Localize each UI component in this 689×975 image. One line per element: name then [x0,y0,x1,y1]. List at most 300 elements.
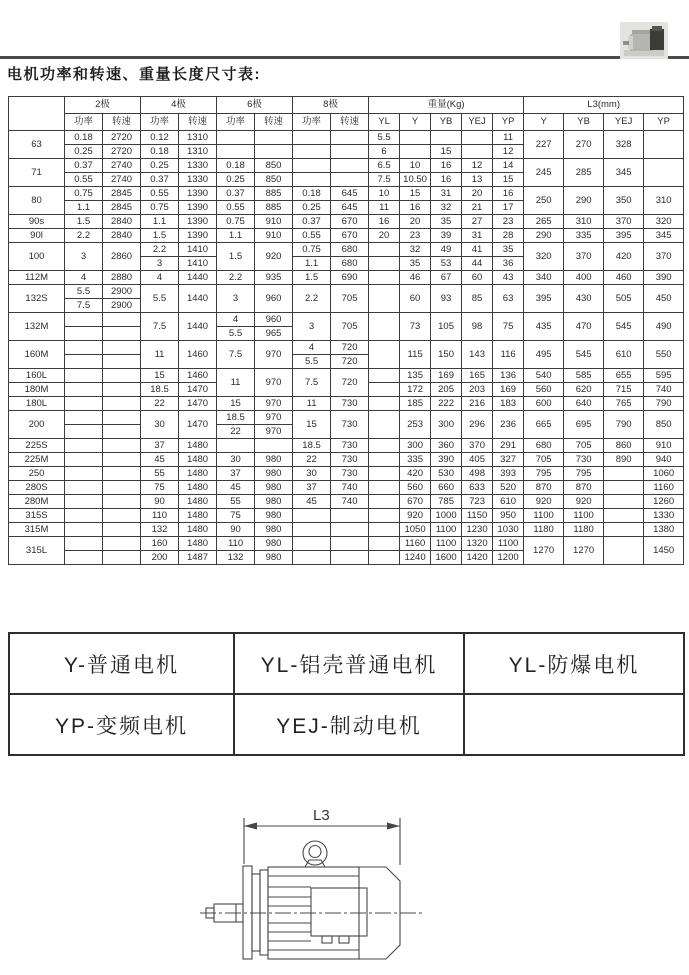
table-cell: 395 [524,285,564,313]
table-cell-empty [103,327,141,341]
table-cell: 1480 [179,439,217,453]
table-cell: 940 [644,453,684,467]
table-cell: 0.75 [293,243,331,257]
dimension-extension-lines [244,818,400,865]
table-row [9,243,684,257]
table-cell: 495 [524,341,564,369]
table-cell-empty [103,425,141,439]
table-cell: 3 [141,257,179,271]
table-cell: 1030 [493,523,524,537]
table-cell: 3 [65,243,103,271]
table-cell: 49 [431,243,462,257]
table-cell: 1180 [564,523,604,537]
table-cell: 180L [9,397,65,411]
table-cell: 765 [604,397,644,411]
table-cell: 320 [524,243,564,271]
table-cell-empty [65,397,103,411]
table-cell: 15 [217,397,255,411]
table-cell: 1000 [431,509,462,523]
table-cell-empty [369,523,400,537]
table-cell: 2740 [103,173,141,187]
table-cell-empty [103,453,141,467]
table-cell-empty [331,145,369,159]
table-cell-empty [65,313,103,327]
table-cell: 980 [255,523,293,537]
table-cell: 12 [493,145,524,159]
table-cell: 0.75 [141,201,179,215]
table-row [9,187,684,201]
table-cell: 290 [564,187,604,215]
table-cell: 60 [462,271,493,285]
table-cell: 23 [400,229,431,243]
table-cell: 885 [255,201,293,215]
table-cell: YB [431,114,462,131]
table-row [9,131,684,145]
table-cell: 14 [493,159,524,173]
table-cell: 43 [493,271,524,285]
table-row [9,369,684,383]
table-cell: 245 [524,159,564,187]
table-cell: 225S [9,439,65,453]
table-cell-empty [255,439,293,453]
table-cell: 370 [462,439,493,453]
table-cell: 1470 [179,411,217,439]
table-cell: 160L [9,369,65,383]
table-cell-empty [369,411,400,439]
table-cell: 30 [293,467,331,481]
table-cell: 850 [255,173,293,187]
table-cell: 350 [604,187,644,215]
table-cell: 0.75 [217,215,255,229]
table-cell-empty [331,551,369,565]
table-cell-empty [462,131,493,145]
table-cell: 785 [431,495,462,509]
table-cell: 31 [431,187,462,201]
table-cell: 420 [604,243,644,271]
table-cell: 136 [493,369,524,383]
header-divider [0,56,689,59]
table-cell: 3 [217,285,255,313]
table-cell: 645 [331,201,369,215]
table-cell: 5.5 [217,327,255,341]
table-cell: 290 [524,229,564,243]
table-cell-empty [65,439,103,453]
table-cell: 730 [331,453,369,467]
table-cell: 310 [644,187,684,215]
table-cell: 143 [462,341,493,369]
table-cell: 5.5 [293,355,331,369]
table-cell: 730 [331,439,369,453]
table-cell: 1480 [179,509,217,523]
table-cell: 30 [217,453,255,467]
table-cell: 35 [400,257,431,271]
table-cell: 41 [462,243,493,257]
table-cell: 85 [462,285,493,313]
table-cell-empty [369,537,400,551]
table-cell: 310 [564,215,604,229]
table-cell: 970 [255,397,293,411]
table-cell-empty [293,523,331,537]
table-cell: 22 [141,397,179,411]
table-cell: 11 [369,201,400,215]
table-cell: 470 [564,313,604,341]
table-cell: 2.2 [217,271,255,285]
table-cell: 660 [431,481,462,495]
lifting-eye [303,841,327,867]
table-cell: 0.37 [293,215,331,229]
table-cell: 1330 [179,159,217,173]
table-cell-empty [464,694,684,755]
table-cell: 370 [604,215,644,229]
table-cell: 10 [400,159,431,173]
table-cell: 2740 [103,159,141,173]
table-cell: 460 [604,271,644,285]
table-cell: 498 [462,467,493,481]
table-cell-empty [369,509,400,523]
table-cell: 2840 [103,229,141,243]
table-cell: 670 [331,229,369,243]
table-cell: 530 [431,467,462,481]
table-cell: 60 [400,285,431,313]
table-cell-empty [65,551,103,565]
table-cell: 6 [369,145,400,159]
table-cell: 705 [564,439,604,453]
table-cell: 功率 [293,114,331,131]
table-cell: 920 [564,495,604,509]
table-cell: 970 [255,411,293,425]
table-cell: YEJ [462,114,493,131]
table-cell: 20 [369,229,400,243]
table-cell: 63 [9,131,65,159]
table-cell: 1380 [644,523,684,537]
table-cell: 11 [141,341,179,369]
table-cell: 1480 [179,467,217,481]
table-cell: 980 [255,551,293,565]
table-cell: 250 [524,187,564,215]
table-cell: 63 [493,285,524,313]
table-cell-empty [369,257,400,271]
table-row [9,313,684,327]
table-cell: 1480 [179,453,217,467]
table-cell: 595 [644,369,684,383]
table-cell-empty [644,159,684,187]
table-cell: 16 [369,215,400,229]
table-cell: 90 [217,523,255,537]
table-cell: 720 [331,341,369,355]
table-cell: 20 [400,215,431,229]
table-cell-empty [431,131,462,145]
table-cell-empty [331,173,369,187]
table-cell: 345 [604,159,644,187]
table-cell-empty [293,551,331,565]
table-cell: 0.18 [141,145,179,159]
table-cell-empty [65,327,103,341]
table-row [9,481,684,495]
table-cell: 935 [255,271,293,285]
table-cell: 39 [431,229,462,243]
table-cell-empty [369,453,400,467]
table-cell-empty [369,243,400,257]
table-cell: 2720 [103,131,141,145]
table-cell-empty [369,397,400,411]
table-cell-empty [369,551,400,565]
table-cell: 640 [564,397,604,411]
table-cell: 315S [9,509,65,523]
table-cell-empty [293,173,331,187]
table-cell-empty [65,453,103,467]
l3-dimension-line [244,807,400,830]
table-cell-empty [65,341,103,355]
table-cell-empty [217,131,255,145]
table-cell: 1230 [462,523,493,537]
table-cell: 910 [255,229,293,243]
table-cell-empty [293,509,331,523]
table-cell: 300 [431,411,462,439]
table-row [9,411,684,425]
table-cell: 5.5 [65,285,103,299]
table-cell: 4 [217,313,255,327]
table-cell-empty [331,131,369,145]
table-cell: 135 [400,369,431,383]
table-cell: 1050 [400,523,431,537]
table-cell: 15 [293,411,331,439]
table-cell: 645 [331,187,369,201]
table-cell: 340 [524,271,564,285]
table-cell-empty [369,341,400,369]
table-cell: 328 [604,131,644,159]
table-cell-empty [103,467,141,481]
table-cell: 18.5 [217,411,255,425]
table-row [9,537,684,551]
table-cell: 27 [462,215,493,229]
table-cell: 116 [493,341,524,369]
table-cell: 105 [431,313,462,341]
table-cell: 1390 [179,201,217,215]
table-cell: 296 [462,411,493,439]
table-row [9,159,684,173]
table-cell: 2.2 [293,285,331,313]
table-cell: 3 [293,313,331,341]
table-cell: 1100 [493,537,524,551]
table-cell: 395 [604,229,644,243]
table-cell: Y [524,114,564,131]
table-cell-empty [65,425,103,439]
table-cell-empty [103,411,141,425]
table-cell: 920 [524,495,564,509]
table-cell-empty [217,145,255,159]
table-cell: 390 [431,453,462,467]
table-row [9,285,684,299]
table-cell: 2.2 [65,229,103,243]
table-cell: 115 [400,341,431,369]
table-cell: 110 [217,537,255,551]
table-cell-empty [293,159,331,173]
table-cell: 1200 [493,551,524,565]
table-cell: 1100 [431,537,462,551]
table-cell: 23 [493,215,524,229]
table-cell: 1100 [564,509,604,523]
table-cell: 2880 [103,271,141,285]
table-cell-empty [65,523,103,537]
table-cell: 795 [524,467,564,481]
table-cell: 28 [493,229,524,243]
table-cell: 1440 [179,313,217,341]
table-cell-empty [103,383,141,397]
table-cell: 13 [462,173,493,187]
table-cell-empty [217,439,255,453]
table-cell: 15 [400,187,431,201]
table-cell: 705 [331,313,369,341]
table-cell: 4 [65,271,103,285]
table-cell: 560 [400,481,431,495]
table-cell: 45 [293,495,331,509]
table-cell: 7.5 [65,299,103,313]
table-cell: 1420 [462,551,493,565]
table-row [9,397,684,411]
table-cell: 335 [564,229,604,243]
table-cell: 405 [462,453,493,467]
table-cell: 740 [644,383,684,397]
table-cell: 490 [644,313,684,341]
table-cell: 1600 [431,551,462,565]
table-cell: 790 [644,397,684,411]
table-row [9,694,684,755]
table-row [9,495,684,509]
table-cell: 390 [644,271,684,285]
table-cell: 705 [331,285,369,313]
table-cell: 18.5 [293,439,331,453]
table-cell: 610 [493,495,524,509]
table-cell: 44 [462,257,493,271]
table-cell: 15 [493,173,524,187]
table-cell: 980 [255,481,293,495]
table-cell: 功率 [217,114,255,131]
table-cell: 740 [331,495,369,509]
table-cell: 1390 [179,229,217,243]
table-cell: 227 [524,131,564,159]
table-cell: 200 [141,551,179,565]
table-row [9,633,684,694]
table-row [9,509,684,523]
table-cell: 980 [255,537,293,551]
table-cell: 1.1 [65,201,103,215]
table-cell: 160 [141,537,179,551]
table-cell: 21 [462,201,493,215]
table-cell: 15 [431,145,462,159]
table-cell-empty [604,467,644,481]
table-cell-empty [103,537,141,551]
table-cell: 183 [493,397,524,411]
table-cell: 1160 [644,481,684,495]
table-cell: 360 [431,439,462,453]
table-cell: 169 [431,369,462,383]
table-cell: 90 [141,495,179,509]
table-cell: 0.25 [293,201,331,215]
table-cell: 165 [462,369,493,383]
table-cell: 53 [431,257,462,271]
table-cell: 55 [141,467,179,481]
table-cell: 205 [431,383,462,397]
table-cell: 37 [141,439,179,453]
table-cell: 910 [644,439,684,453]
table-cell: 265 [524,215,564,229]
table-cell: 7.5 [217,341,255,369]
table-cell: 180M [9,383,65,397]
table-cell: 2900 [103,299,141,313]
table-cell: 715 [604,383,644,397]
table-cell-empty [369,313,400,341]
table-cell: 0.25 [217,173,255,187]
table-cell-empty [400,131,431,145]
table-cell: 132M [9,313,65,341]
table-cell-empty [604,537,644,565]
table-cell: 2845 [103,201,141,215]
table-cell: 680 [331,243,369,257]
table-cell: 20 [462,187,493,201]
table-cell: 870 [564,481,604,495]
table-cell: 850 [644,411,684,439]
table-cell: 720 [331,355,369,369]
table-cell: 435 [524,313,564,341]
table-cell: 1330 [179,173,217,187]
table-cell: 160M [9,341,65,369]
table-cell: 75 [217,509,255,523]
table-cell: 970 [255,425,293,439]
table-cell: 93 [431,285,462,313]
table-cell: 705 [524,453,564,467]
table-cell: 22 [293,453,331,467]
table-cell: 1180 [524,523,564,537]
table-cell: Y [400,114,431,131]
table-cell: 545 [604,313,644,341]
table-cell: 0.37 [141,173,179,187]
table-cell: 723 [462,495,493,509]
table-cell: 73 [400,313,431,341]
motor-spec-table [8,96,684,565]
table-cell: 665 [524,411,564,439]
table-cell: 0.25 [141,159,179,173]
table-cell: 270 [564,131,604,159]
table-cell: 转速 [179,114,217,131]
table-cell: 225M [9,453,65,467]
table-cell: 610 [604,341,644,369]
table-cell-empty [65,383,103,397]
motor-photo-image [620,22,668,59]
table-cell: 22 [217,425,255,439]
table-cell-empty [65,467,103,481]
table-cell-empty [65,495,103,509]
table-cell: 1.5 [293,271,331,285]
table-cell: 860 [604,439,644,453]
table-row [9,341,684,355]
table-cell: 1480 [179,495,217,509]
table-cell: 253 [400,411,431,439]
table-cell: 35 [493,243,524,257]
table-cell: 370 [644,243,684,271]
table-cell: 740 [331,481,369,495]
table-cell: 505 [604,285,644,313]
table-cell: 6极 [217,97,293,114]
table-cell: 1480 [179,523,217,537]
table-cell: 1310 [179,131,217,145]
table-cell: 1470 [179,383,217,397]
table-cell: YB [564,114,604,131]
table-cell: 620 [564,383,604,397]
table-cell-empty [103,551,141,565]
table-cell: 1410 [179,257,217,271]
table-cell-empty [103,355,141,369]
table-cell: 1480 [179,481,217,495]
